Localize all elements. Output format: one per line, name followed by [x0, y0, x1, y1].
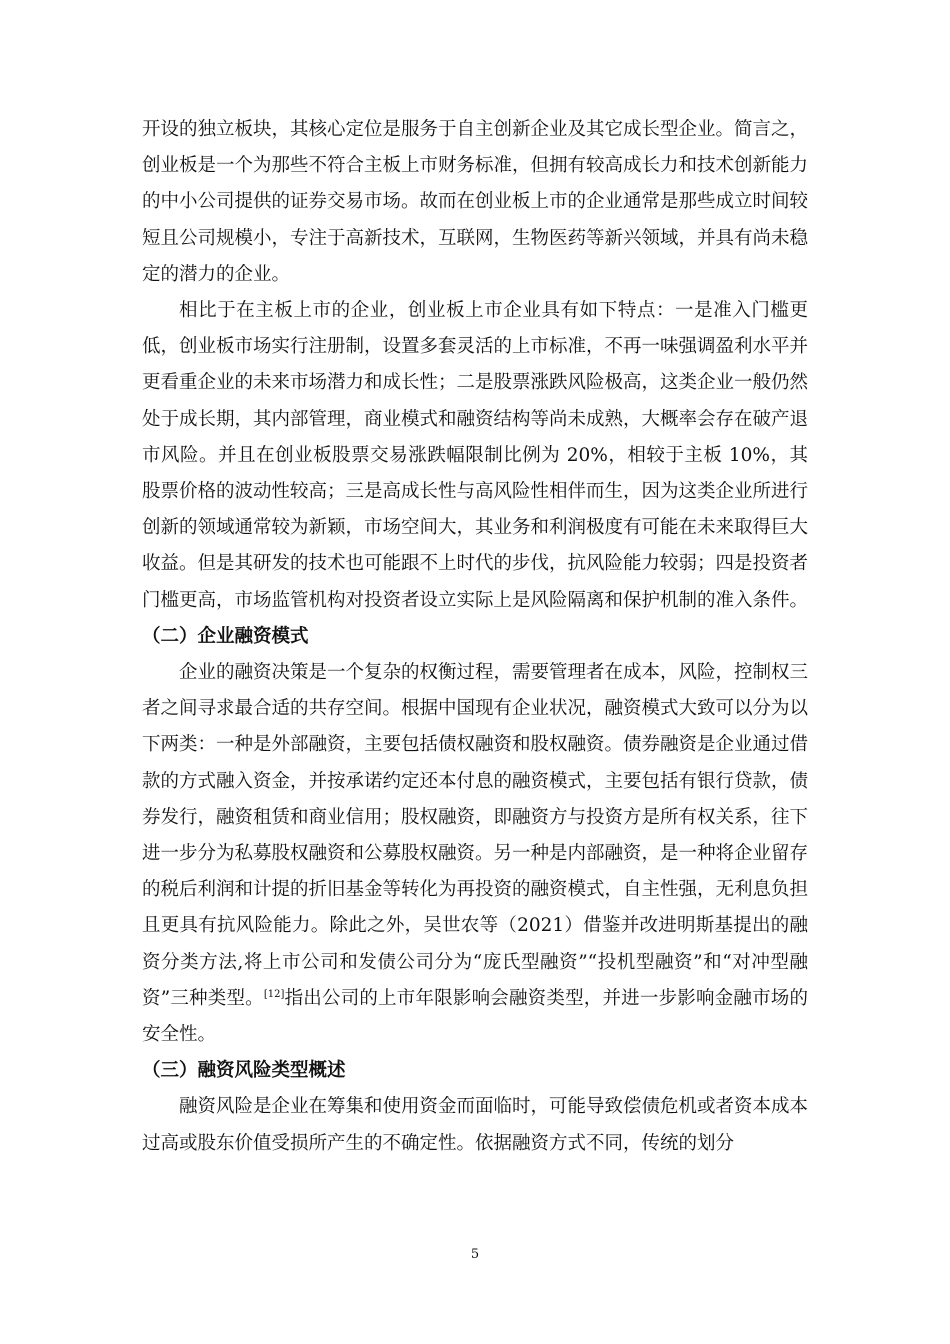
body-paragraph: 开设的独立板块，其核心定位是服务于自主创新企业及其它成长型企业。简言之，创业板是一个为那些不符合主板上市财务标准，但拥有较高成长力和技术创新能力的中小公司提供的证券交易市场。故而在创业板上市的企业通常是那些成立时间较短且公司规模小，专注于高新技术，互联网，生物医药等新兴领域，并具有尚未稳定的潜力的企业。 — [142, 119, 809, 285]
citation-reference: [12] — [263, 988, 285, 1000]
page-number: 5 — [470, 1247, 480, 1262]
paragraph-text: 指出公司的上市年限影响会融资类型，并进一步影响金融市场的安全性。 — [142, 987, 808, 1046]
paragraph-text: 企业的融资决策是一个复杂的权衡过程，需要管理者在成本，风险，控制权三者之间寻求最合适的共存空间。根据中国现有企业状况，融资模式大致可以分为以下两类：一种是外部融资，主要包括债权融资和股权融资。债券融资是企业通过借款的方式融入资金，并按承诺约定还本付息的融资模式，主要包括有银行贷款，债券发行，融资租赁和商业信用；股权融资，即融资方与投资方是所有权关系，往下进一步分为私募股权融资和公募股权融资。另一种是内部融资，是一种将企业留存的税后利润和计提的折旧基金等转化为再投资的融资模式，自主性强，无利息负担且更具有抗风险能力。除此之外，吴世农等（2021）借鉴并改进明斯基提出的融资分类方法,将上市公司和发债公司分为“庞氏型融资”“投机型融资”和“对冲型融资”三种类型。 — [142, 662, 809, 1009]
section-heading: （二）企业融资模式 — [142, 625, 309, 647]
section-heading: （三）融资风险类型概述 — [142, 1060, 346, 1082]
body-paragraph: 相比于在主板上市的企业，创业板上市企业具有如下特点：一是准入门槛更低，创业板市场实行注册制，设置多套灵活的上市标准，不再一味强调盈利水平并更看重企业的未来市场潜力和成长性；二是股票涨跌风险极高，这类企业一般仍然处于成长期，其内部管理，商业模式和融资结构等尚未成熟，大概率会存在破产退市风险。并且在创业板股票交易涨跌幅限制比例为 20%，相较于主板 10%，其股票价格的波动性较高；三是高成长性与高风险性相伴而生，因为这类企业所进行创新的领域通常较为新颖，市场空间大，其业务和利润极度有可能在未来取得巨大收益。但是其研发的技术也可能跟不上时代的步伐，抗风险能力较弱；四是投资者门槛更高，市场监管机构对投资者设立实际上是风险隔离和保护机制的准入条件。 — [142, 300, 809, 611]
body-paragraph — [142, 655, 808, 1053]
body-paragraph: 融资风险是企业在筹集和使用资金而面临时，可能导致偿债危机或者资本成本过高或股东价值受损所产生的不确定性。依据融资方式不同，传统的划分 — [142, 1096, 809, 1154]
